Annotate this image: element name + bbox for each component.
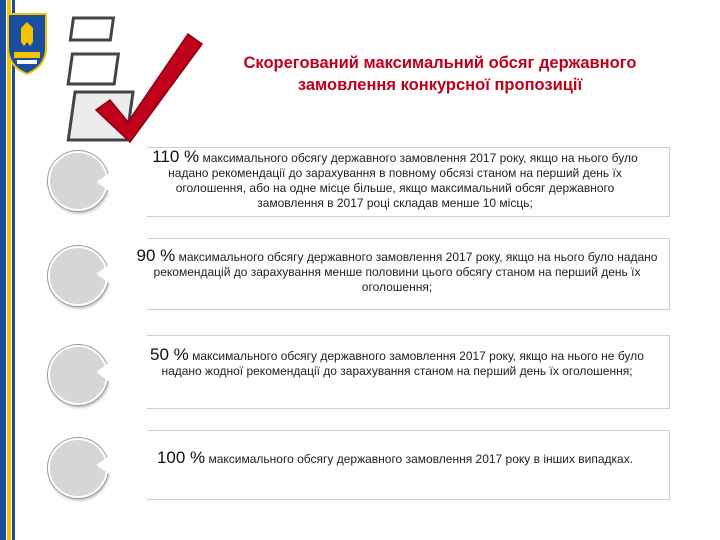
item-description: максимального обсягу державного замовлення 2017 року, якщо на нього не було надано жодної рекомендації до зарахування станом на перший день їх оголошення; (161, 349, 644, 378)
item-percent: 90 % (136, 246, 176, 265)
item-description: максимального обсягу державного замовлення 2017 року, якщо на нього було надано рекомендацій до зарахування менше половини цього обсягу станом на перший день їх оголошення; (153, 250, 658, 294)
item-percent: 50 % (150, 345, 189, 364)
item-percent: 110 % (152, 147, 200, 166)
university-emblem-icon (4, 8, 50, 76)
item-description: максимального обсягу державного замовлення 2017 року, якщо на нього було надано рекомендації до зарахування в повному обсязі станом на перший день їх оголошення, або на одне місце більше, якщо максимальний обсяг державного замовлення в 2017 році складав менше 10 місць; (168, 151, 638, 210)
bullet-circle (48, 438, 108, 498)
item-text (132, 347, 662, 379)
title-line-2: замовлення конкурсної пропозиції (297, 76, 583, 94)
item-text (145, 149, 645, 211)
page-title (190, 52, 690, 96)
item-text (145, 450, 645, 467)
title-line-1: Скорегований максимальний обсяг державного (243, 54, 637, 72)
item-percent: 100 % (156, 448, 206, 467)
checklist-checkmark-icon (58, 14, 208, 154)
left-stripe-blue (0, 0, 6, 540)
left-stripe-blue-thin (12, 0, 15, 540)
item-description: максимального обсягу державного замовлення 2017 року в інших випадках. (208, 452, 634, 466)
left-stripe-yellow (7, 0, 11, 540)
bullet-circle (48, 345, 108, 405)
item-text (132, 248, 662, 295)
